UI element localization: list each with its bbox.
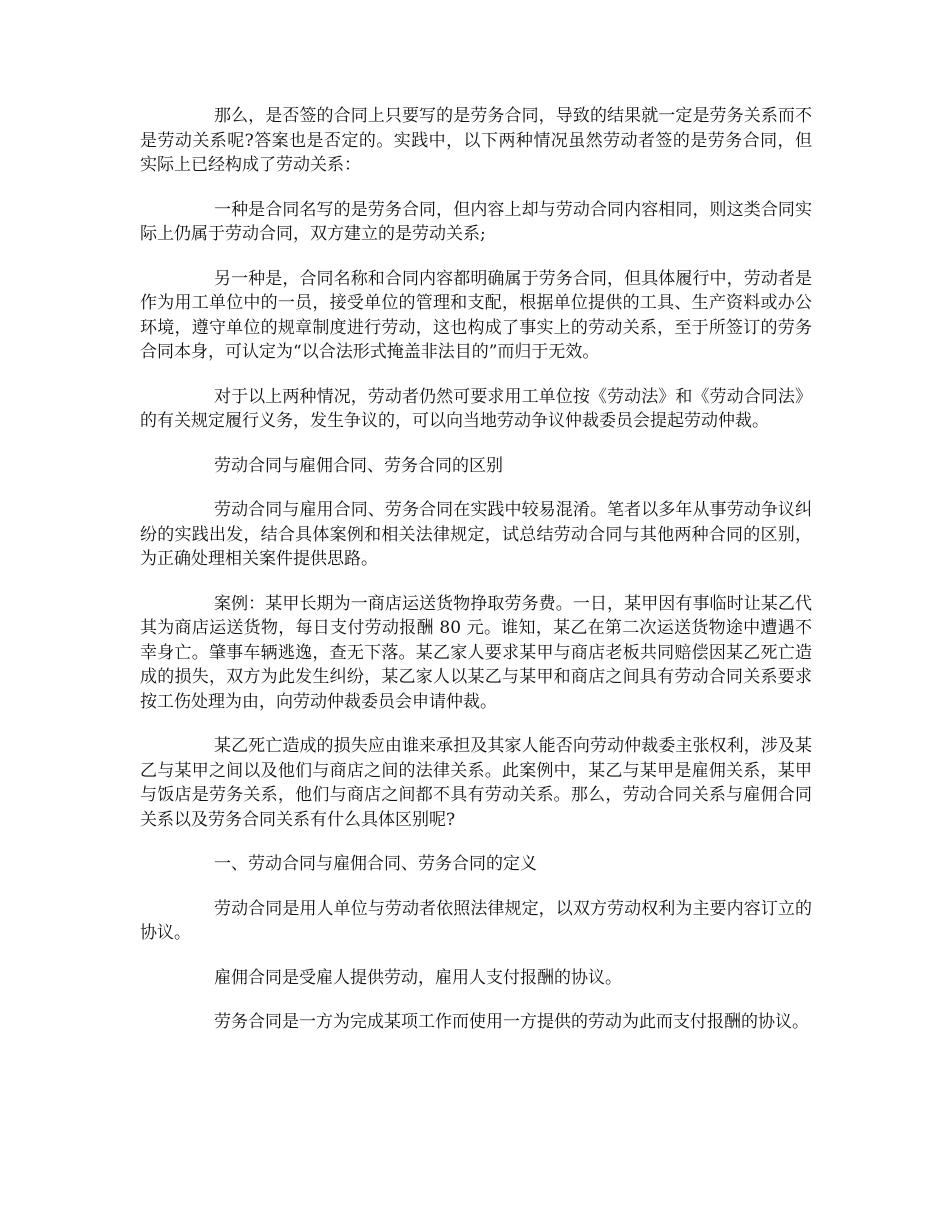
paragraph-8: 某乙死亡造成的损失应由谁来承担及其家人能否向劳动仲裁委主张权利，涉及某乙与某甲之间以及他们与商店之间的法律关系。此案例中，某乙与某甲是雇佣关系，某甲与饭店是劳务关系，他们与商店之间都不具有劳动关系。那么，劳动合同关系与雇佣合同关系以及劳务合同关系有什么具体区别呢? xyxy=(140,736,812,830)
definition-employment-contract: 雇佣合同是受雇人提供劳动，雇用人支付报酬的协议。 xyxy=(214,967,622,988)
paragraph-3: 另一种是，合同名称和合同内容都明确属于劳务合同，但具体履行中，劳动者是作为用工单位中的一员，接受单位的管理和支配，根据单位提供的工具、生产资料或办公环境，遵守单位的规章制度进行劳动，这也构成了事实上的劳动关系，至于所签订的劳务合同本身，可认定为“以合法形式掩盖非法目的”而归于无效。 xyxy=(140,268,812,362)
paragraph-1: 那么，是否签的合同上只要写的是劳务合同，导致的结果就一定是劳务关系而不是劳动关系呢?答案也是否定的。实践中，以下两种情况虽然劳动者签的是劳务合同，但实际上已经构成了劳动关系： xyxy=(140,106,812,175)
section-heading-definitions: 一、劳动合同与雇佣合同、劳务合同的定义 xyxy=(214,854,537,874)
paragraph-4: 对于以上两种情况，劳动者仍然可要求用工单位按《劳动法》和《劳动合同法》的有关规定履行义务，发生争议的，可以向当地劳动争议仲裁委员会提起劳动仲裁。 xyxy=(140,386,812,431)
paragraph-2: 一种是合同名写的是劳务合同，但内容上却与劳动合同内容相同，则这类合同实际上仍属于劳动合同，双方建立的是劳动关系; xyxy=(140,199,812,244)
paragraph-6: 劳动合同与雇用合同、劳务合同在实践中较易混淆。笔者以多年从事劳动争议纠纷的实践出发，结合具体案例和相关法律规定，试总结劳动合同与其他两种合同的区别，为正确处理相关案件提供思路。 xyxy=(140,500,812,569)
definition-service-contract: 劳务合同是一方为完成某项工作而使用一方提供的劳动为此而支付报酬的协议。 xyxy=(214,1012,809,1032)
document-body xyxy=(140,104,812,1055)
case-paragraph: 案例：某甲长期为一商店运送货物挣取劳务费。一日，某甲因有事临时让某乙代其为商店运送货物，每日支付劳动报酬 80 元。谁知，某乙在第二次运送货物途中遭遇不幸身亡。肇事车辆逃逸，查无下落。某乙家人要求某甲与商店老板共同赔偿因某乙死亡造成的损失，双方为此发生纠纷，某乙家人以某乙与某甲和商店之间具有劳动合同关系要求按工伤处理为由，向劳动仲裁委员会申请仲裁。 xyxy=(140,593,812,712)
definition-labor-contract: 劳动合同是用人单位与劳动者依照法律规定，以双方劳动权利为主要内容订立的协议。 xyxy=(140,898,812,943)
section-heading-distinction: 劳动合同与雇佣合同、劳务合同的区别 xyxy=(214,455,503,476)
